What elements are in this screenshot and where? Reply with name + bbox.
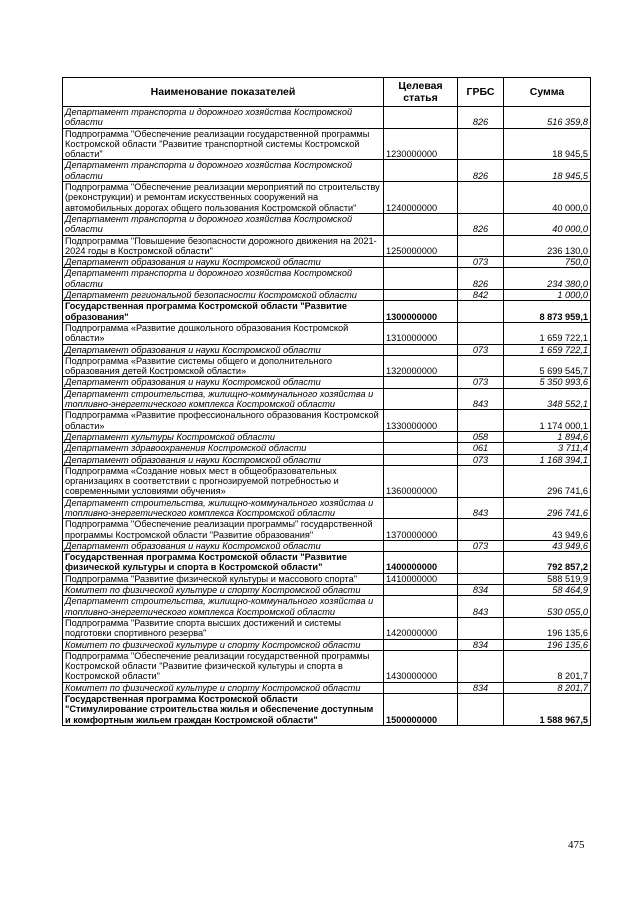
row-target-article-cell: 1310000000 — [384, 322, 458, 344]
row-sum-cell: 750,0 — [504, 257, 591, 268]
row-grbs-cell — [458, 617, 504, 639]
row-sum-cell: 58 464,9 — [504, 585, 591, 596]
row-target-article-cell — [384, 585, 458, 596]
row-sum-cell: 1 000,0 — [504, 290, 591, 301]
table-row — [63, 182, 591, 214]
row-sum-cell: 40 000,0 — [504, 213, 591, 235]
table-row — [63, 497, 591, 519]
budget-table — [62, 77, 591, 726]
row-target-article-cell: 1370000000 — [384, 519, 458, 541]
row-name-cell: Департамент строительства, жилищно-коммунального хозяйства и топливно-энергетического комплекса Костромской области — [63, 388, 384, 410]
table-row — [63, 639, 591, 650]
header-grbs: ГРБС — [458, 78, 504, 107]
row-name-cell: Государственная программа Костромской области "Стимулирование строительства жилья и обеспечение доступным и комфортным жильем граждан Костромской области" — [63, 694, 384, 726]
row-name-cell: Департамент образования и науки Костромской области — [63, 377, 384, 388]
row-sum-cell: 5 350 993,6 — [504, 377, 591, 388]
table-row — [63, 213, 591, 235]
row-name-cell: Департамент транспорта и дорожного хозяйства Костромской области — [63, 268, 384, 290]
row-target-article-cell: 1400000000 — [384, 552, 458, 574]
row-sum-cell: 196 135,6 — [504, 639, 591, 650]
table-row — [63, 465, 591, 497]
table-row — [63, 355, 591, 377]
row-name-cell: Подпрограмма "Развитие физической культуры и массового спорта" — [63, 573, 384, 584]
row-grbs-cell — [458, 465, 504, 497]
row-name-cell: Подпрограмма «Создание новых мест в общеобразовательных организациях в соответствии с прогнозируемой потребностью и современными условиями обучения» — [63, 465, 384, 497]
row-target-article-cell — [384, 596, 458, 618]
table-row — [63, 454, 591, 465]
row-sum-cell: 8 201,7 — [504, 682, 591, 693]
row-grbs-cell — [458, 410, 504, 432]
row-name-cell: Департамент здравоохранения Костромской области — [63, 443, 384, 454]
row-sum-cell: 1 659 722,1 — [504, 322, 591, 344]
table-row — [63, 519, 591, 541]
row-grbs-cell: 826 — [458, 213, 504, 235]
row-name-cell: Комитет по физической культуре и спорту Костромской области — [63, 639, 384, 650]
row-name-cell: Департамент региональной безопасности Костромской области — [63, 290, 384, 301]
row-target-article-cell: 1300000000 — [384, 301, 458, 323]
row-sum-cell: 3 711,4 — [504, 443, 591, 454]
row-grbs-cell: 843 — [458, 497, 504, 519]
row-grbs-cell: 834 — [458, 585, 504, 596]
row-sum-cell: 1 659 722,1 — [504, 344, 591, 355]
table-row — [63, 268, 591, 290]
header-sum: Сумма — [504, 78, 591, 107]
row-sum-cell: 1 174 000,1 — [504, 410, 591, 432]
row-target-article-cell — [384, 454, 458, 465]
row-grbs-cell: 834 — [458, 639, 504, 650]
row-name-cell: Комитет по физической культуре и спорту Костромской области — [63, 682, 384, 693]
row-target-article-cell — [384, 107, 458, 129]
row-grbs-cell — [458, 301, 504, 323]
row-sum-cell: 8 873 959,1 — [504, 301, 591, 323]
row-target-article-cell: 1430000000 — [384, 650, 458, 682]
row-name-cell: Департамент культуры Костромской области — [63, 431, 384, 442]
header-target-article: Целевая статья — [384, 78, 458, 107]
row-name-cell: Государственная программа Костромской области "Развитие физической культуры и спорта в Костромской области" — [63, 552, 384, 574]
row-target-article-cell: 1360000000 — [384, 465, 458, 497]
row-grbs-cell: 843 — [458, 388, 504, 410]
row-grbs-cell: 058 — [458, 431, 504, 442]
row-sum-cell: 5 699 545,7 — [504, 355, 591, 377]
row-target-article-cell — [384, 213, 458, 235]
row-sum-cell: 348 552,1 — [504, 388, 591, 410]
row-target-article-cell: 1240000000 — [384, 182, 458, 214]
table-header-row — [63, 78, 591, 107]
row-name-cell: Государственная программа Костромской области "Развитие образования" — [63, 301, 384, 323]
table-row — [63, 650, 591, 682]
row-sum-cell: 43 949,6 — [504, 540, 591, 551]
header-name: Наименование показателей — [63, 78, 384, 107]
row-sum-cell: 196 135,6 — [504, 617, 591, 639]
row-name-cell: Департамент транспорта и дорожного хозяйства Костромской области — [63, 160, 384, 182]
row-name-cell: Департамент образования и науки Костромской области — [63, 454, 384, 465]
row-grbs-cell: 061 — [458, 443, 504, 454]
row-target-article-cell — [384, 388, 458, 410]
table-row — [63, 596, 591, 618]
row-grbs-cell — [458, 552, 504, 574]
row-target-article-cell — [384, 639, 458, 650]
row-sum-cell: 40 000,0 — [504, 182, 591, 214]
table-row — [63, 617, 591, 639]
row-name-cell: Подпрограмма "Обеспечение реализации программы" государственной программы Костромской области "Развитие образования" — [63, 519, 384, 541]
table-row — [63, 290, 591, 301]
row-grbs-cell: 073 — [458, 540, 504, 551]
table-row — [63, 443, 591, 454]
table-row — [63, 257, 591, 268]
table-row — [63, 388, 591, 410]
row-name-cell: Подпрограмма "Развитие спорта высших достижений и системы подготовки спортивного резерва" — [63, 617, 384, 639]
row-grbs-cell: 826 — [458, 107, 504, 129]
row-grbs-cell — [458, 182, 504, 214]
row-target-article-cell — [384, 290, 458, 301]
row-sum-cell: 296 741,6 — [504, 465, 591, 497]
row-target-article-cell — [384, 160, 458, 182]
row-sum-cell: 588 519,9 — [504, 573, 591, 584]
row-target-article-cell — [384, 497, 458, 519]
row-target-article-cell: 1420000000 — [384, 617, 458, 639]
table-row — [63, 322, 591, 344]
row-sum-cell: 530 055,0 — [504, 596, 591, 618]
row-name-cell: Подпрограмма "Обеспечение реализации государственной программы Костромской области "Развитие транспортной системы Костромской области" — [63, 128, 384, 160]
page-number: 475 — [568, 839, 585, 851]
row-grbs-cell: 073 — [458, 454, 504, 465]
table-row — [63, 160, 591, 182]
row-sum-cell: 8 201,7 — [504, 650, 591, 682]
row-name-cell: Департамент образования и науки Костромской области — [63, 257, 384, 268]
row-grbs-cell — [458, 322, 504, 344]
row-target-article-cell — [384, 431, 458, 442]
row-sum-cell: 792 857,2 — [504, 552, 591, 574]
table-row — [63, 540, 591, 551]
row-target-article-cell — [384, 268, 458, 290]
row-grbs-cell — [458, 128, 504, 160]
row-target-article-cell: 1330000000 — [384, 410, 458, 432]
table-row — [63, 128, 591, 160]
row-grbs-cell: 826 — [458, 268, 504, 290]
row-name-cell: Департамент транспорта и дорожного хозяйства Костромской области — [63, 107, 384, 129]
row-grbs-cell — [458, 694, 504, 726]
row-name-cell: Подпрограмма "Обеспечение реализации государственной программы Костромской области "Развитие физической культуры и спорта в Костромской области" — [63, 650, 384, 682]
row-grbs-cell: 073 — [458, 257, 504, 268]
row-grbs-cell: 834 — [458, 682, 504, 693]
row-target-article-cell: 1500000000 — [384, 694, 458, 726]
table-row — [63, 694, 591, 726]
table-row — [63, 585, 591, 596]
row-name-cell: Подпрограмма «Развитие профессионального образования Костромской области» — [63, 410, 384, 432]
row-grbs-cell — [458, 355, 504, 377]
table-row — [63, 377, 591, 388]
table-row — [63, 552, 591, 574]
row-sum-cell: 296 741,6 — [504, 497, 591, 519]
row-grbs-cell: 842 — [458, 290, 504, 301]
row-name-cell: Подпрограмма "Повышение безопасности дорожного движения на 2021-2024 годы в Костромской области" — [63, 235, 384, 257]
row-sum-cell: 18 945,5 — [504, 128, 591, 160]
row-name-cell: Комитет по физической культуре и спорту Костромской области — [63, 585, 384, 596]
row-target-article-cell — [384, 443, 458, 454]
row-sum-cell: 18 945,5 — [504, 160, 591, 182]
row-sum-cell: 1 588 967,5 — [504, 694, 591, 726]
row-name-cell: Департамент образования и науки Костромской области — [63, 344, 384, 355]
row-target-article-cell: 1410000000 — [384, 573, 458, 584]
row-sum-cell: 516 359,8 — [504, 107, 591, 129]
table-row — [63, 431, 591, 442]
row-grbs-cell — [458, 519, 504, 541]
row-sum-cell: 1 894,6 — [504, 431, 591, 442]
row-sum-cell: 236 130,0 — [504, 235, 591, 257]
row-name-cell: Департамент строительства, жилищно-коммунального хозяйства и топливно-энергетического комплекса Костромской области — [63, 497, 384, 519]
row-name-cell: Подпрограмма «Развитие системы общего и дополнительного образования детей Костромской области» — [63, 355, 384, 377]
table-row — [63, 573, 591, 584]
table-row — [63, 344, 591, 355]
row-target-article-cell: 1230000000 — [384, 128, 458, 160]
row-target-article-cell — [384, 377, 458, 388]
row-grbs-cell — [458, 650, 504, 682]
row-target-article-cell — [384, 257, 458, 268]
row-sum-cell: 1 168 394,1 — [504, 454, 591, 465]
table-row — [63, 235, 591, 257]
row-target-article-cell — [384, 682, 458, 693]
row-name-cell: Подпрограмма «Развитие дошкольного образования Костромской области» — [63, 322, 384, 344]
row-grbs-cell — [458, 573, 504, 584]
table-row — [63, 107, 591, 129]
table-row — [63, 682, 591, 693]
row-name-cell: Департамент транспорта и дорожного хозяйства Костромской области — [63, 213, 384, 235]
row-grbs-cell: 073 — [458, 344, 504, 355]
row-name-cell: Подпрограмма "Обеспечение реализации мероприятий по строительству (реконструкции) и ремонтам искусственных сооружений на автомобильных дорогах общего пользования Костромской области" — [63, 182, 384, 214]
row-name-cell: Департамент строительства, жилищно-коммунального хозяйства и топливно-энергетического комплекса Костромской области — [63, 596, 384, 618]
table-row — [63, 410, 591, 432]
row-target-article-cell: 1250000000 — [384, 235, 458, 257]
table-row — [63, 301, 591, 323]
table-body — [63, 107, 591, 726]
row-grbs-cell — [458, 235, 504, 257]
row-target-article-cell: 1320000000 — [384, 355, 458, 377]
row-target-article-cell — [384, 344, 458, 355]
row-grbs-cell: 843 — [458, 596, 504, 618]
row-name-cell: Департамент образования и науки Костромской области — [63, 540, 384, 551]
row-grbs-cell: 073 — [458, 377, 504, 388]
row-grbs-cell: 826 — [458, 160, 504, 182]
row-target-article-cell — [384, 540, 458, 551]
row-sum-cell: 43 949,6 — [504, 519, 591, 541]
row-sum-cell: 234 380,0 — [504, 268, 591, 290]
